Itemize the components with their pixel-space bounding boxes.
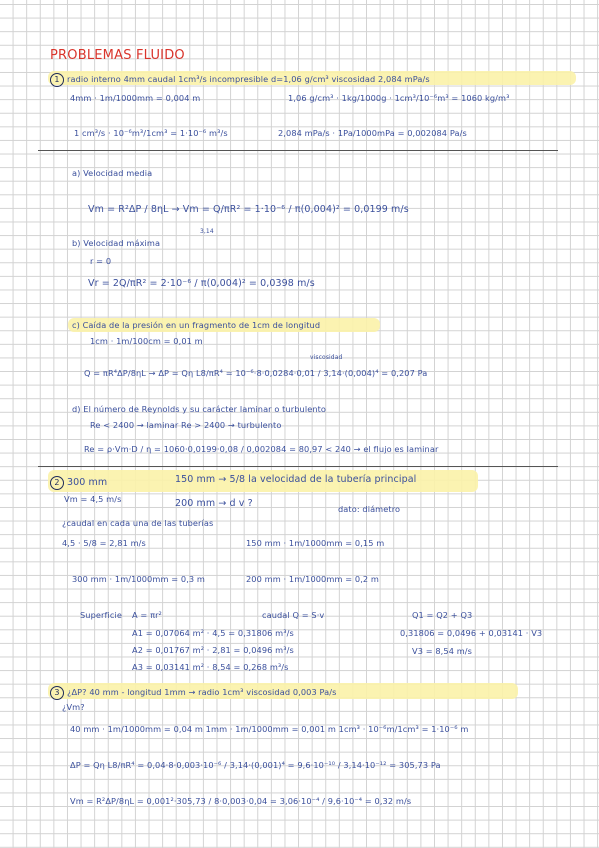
flow-conversion: 1 cm³/s · 10⁻⁶m³/1cm³ = 1·10⁻⁶ m³/s [74, 128, 228, 138]
problem-number: 3 [50, 686, 64, 700]
part-c-formula: Q = πR⁴ΔP/8ηL → ΔP = Qη L8/πR⁴ = 10⁻⁶·8·0,0284·0,01 / 3,14·(0,004)⁴ = 0,207 Pa [84, 368, 428, 378]
part-a-label: a) Velocidad media [72, 168, 153, 178]
branch-2: 200 mm → d v ? [175, 498, 253, 509]
problem-3-conversions: 40 mm · 1m/1000mm = 0,04 m 1mm · 1m/1000mm = 0,001 m 1cm³ · 10⁻⁶m/1cm³ = 1·10⁻⁶ m [70, 724, 469, 734]
conversion-200: 200 mm · 1m/1000mm = 0,2 m [246, 574, 379, 584]
part-c-conversion: 1cm · 1m/100cm = 0,01 m [90, 336, 203, 346]
part-a-formula: Vm = R²ΔP / 8ηL → Vm = Q/πR² = 1·10⁻⁶ / π(0,004)² = 0,0199 m/s [88, 204, 409, 215]
density-conversion: 1,06 g/cm³ · 1kg/1000g · 1cm³/10⁻⁶m³ = 1060 kg/m³ [288, 93, 510, 103]
divider [38, 466, 558, 467]
surface-formula: A = πr² [132, 610, 162, 620]
problem-number: 1 [50, 73, 64, 87]
part-b-label: b) Velocidad máxima [72, 238, 161, 248]
part-b-formula: Vr = 2Q/πR² = 2·10⁻⁶ / π(0,004)² = 0,0398 m/s [88, 278, 315, 289]
divider [38, 150, 558, 151]
part-c-note: viscosidad [310, 354, 343, 361]
page-title: PROBLEMAS FLUIDO [50, 48, 185, 63]
caudal-formula: caudal Q = S·v [262, 610, 325, 620]
conversion-150: 150 mm · 1m/1000mm = 0,15 m [246, 538, 385, 548]
part-d-label: d) El número de Reynolds y su carácter laminar o turbulento [72, 404, 327, 414]
part-a-note: 3,14 [200, 228, 214, 235]
part-d-formula: Re = ρ·Vm·D / η = 1060·0,0199·0,08 / 0,002084 = 80,97 < 240 → el flujo es laminar [84, 444, 439, 454]
conversion-300: 300 mm · 1m/1000mm = 0,3 m [72, 574, 205, 584]
area-row: A2 = 0,01767 m² · 2,81 = 0,0496 m³/s [132, 645, 294, 655]
problem-1-statement: 1 radio interno 4mm caudal 1cm³/s incompresible d=1,06 g/cm³ viscosidad 2,084 mPa/s [50, 73, 430, 87]
part-c-label: c) Caída de la presión en un fragmento de 1cm de longitud [72, 320, 321, 330]
flow-equation: 0,31806 = 0,0496 + 0,03141 · V3 [400, 628, 543, 638]
problem-3-question: ¿Vm? [62, 702, 85, 712]
velocity-3: V3 = 8,54 m/s [412, 646, 473, 656]
problem-2-velocity: Vm = 4,5 m/s [64, 494, 122, 504]
viscosity-conversion: 2,084 mPa/s · 1Pa/1000mPa = 0,002084 Pa/s [278, 128, 467, 138]
part-b-r: r = 0 [90, 256, 112, 266]
problem-2-diameter: 2 300 mm [50, 476, 107, 490]
flow-balance: Q1 = Q2 + Q3 [412, 610, 473, 620]
problem-number: 2 [50, 476, 64, 490]
problem-2-question: ¿caudal en cada una de las tuberías [62, 518, 214, 528]
pressure-drop: ΔP = Qη L8/πR⁴ = 0,04·8·0,003·10⁻⁶ / 3,14·(0,001)⁴ = 9,6·10⁻¹⁰ / 3,14·10⁻¹² = 305,73 Pa [70, 760, 441, 770]
surface-label: Superficie [80, 610, 122, 620]
problem-3-statement: 3 ¿ΔP? 40 mm - longitud 1mm → radio 1cm³ viscosidad 0,003 Pa/s [50, 686, 336, 700]
branch-note: dato: diámetro [338, 504, 401, 514]
area-row: A1 = 0,07064 m² · 4,5 = 0,31806 m³/s [132, 628, 294, 638]
branch-1: 150 mm → 5/8 la velocidad de la tubería principal [175, 474, 417, 485]
velocity-1: 4,5 · 5/8 = 2,81 m/s [62, 538, 146, 548]
radius-conversion: 4mm · 1m/1000mm = 0,004 m [70, 93, 201, 103]
part-d-rule: Re < 2400 → laminar Re > 2400 → turbulento [90, 420, 282, 430]
mean-velocity: Vm = R²ΔP/8ηL = 0,001²·305,73 / 8·0,003·0,04 = 3,06·10⁻⁴ / 9,6·10⁻⁴ = 0,32 m/s [70, 796, 412, 806]
area-row: A3 = 0,03141 m² · 8,54 = 0,268 m³/s [132, 662, 289, 672]
